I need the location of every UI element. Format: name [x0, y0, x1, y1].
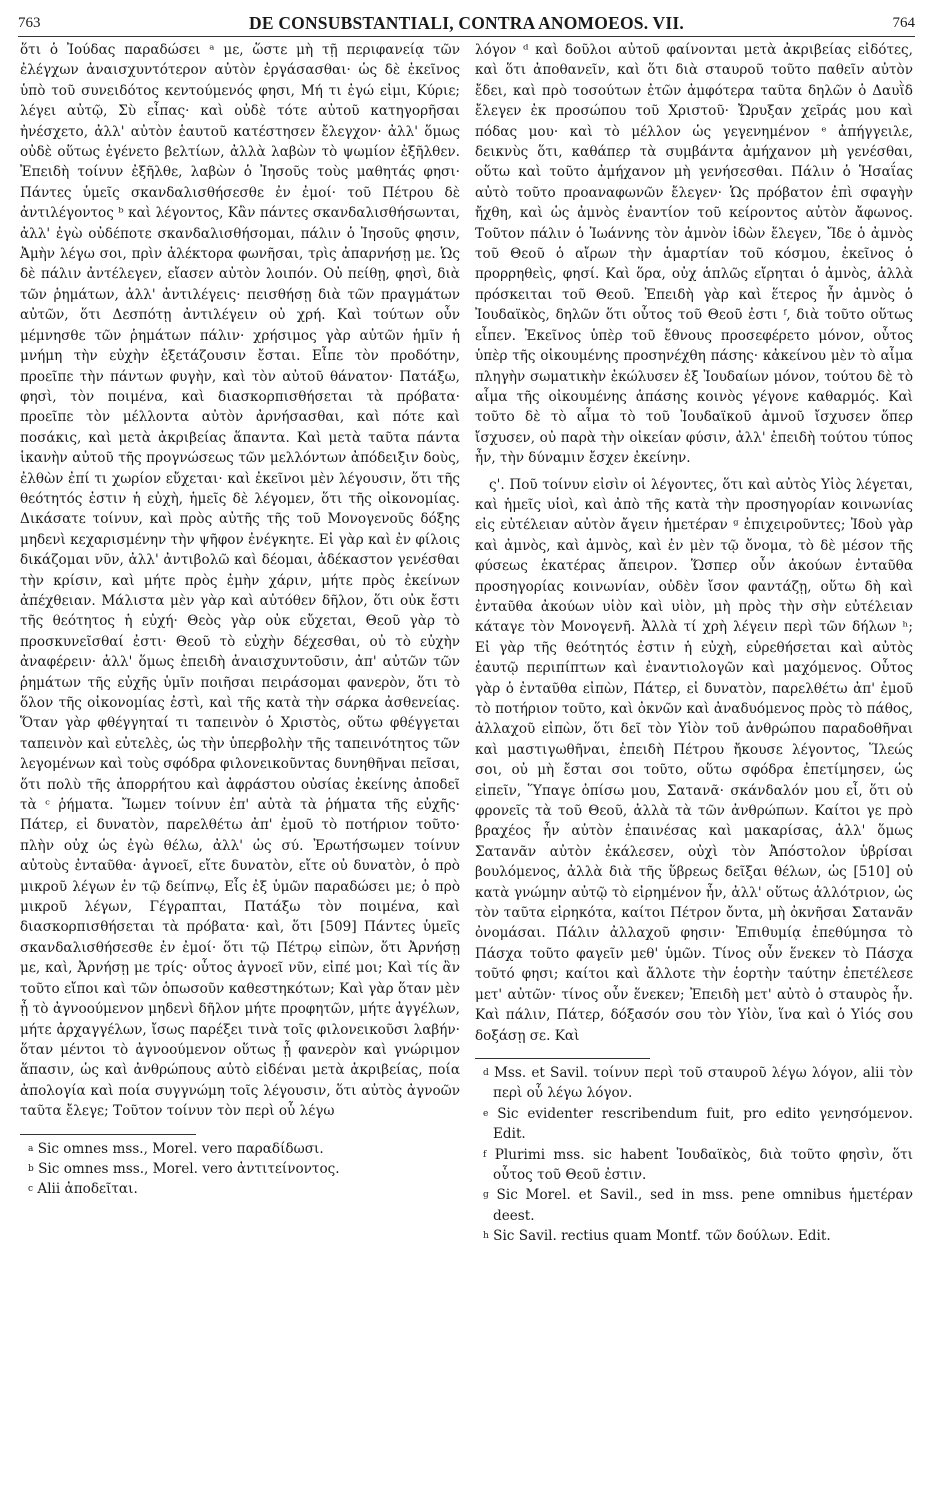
footnote-mark: b — [28, 1163, 34, 1174]
footnote-c — [20, 1179, 460, 1199]
footnote-text: Sic omnes mss., Morel. vero ἀντιτείνοντος. — [38, 1160, 340, 1177]
footnote-mark: e — [483, 1108, 489, 1119]
footnote-mark: c — [28, 1184, 34, 1195]
page-number-right: 764 — [892, 14, 915, 31]
footnote-text: Mss. et Savil. τοίνυν περὶ τοῦ σταυροῦ λέγω λόγον, alii τὸν περὶ οὗ λέγω λόγον. — [493, 1064, 913, 1102]
footnote-text: Sic Savil. rectius quam Montf. τῶν δούλων. Edit. — [493, 1228, 831, 1245]
footnote-h — [475, 1226, 913, 1246]
footnote-rule-left — [20, 1134, 196, 1135]
footnote-text: Plurimi mss. sic habent Ἰουδαϊκὸς, διὰ τοῦτο φησὶν, ὅτι οὗτος τοῦ Θεοῦ ἐστιν. — [493, 1146, 914, 1183]
right-column — [475, 40, 913, 1247]
footnote-text: Sic evidenter rescribendum fuit, pro edito γενησόμενον. Edit. — [493, 1105, 913, 1143]
left-column — [20, 40, 460, 1200]
left-paragraph-1: ὅτι ὁ Ἰούδας παραδώσει ᵃ με, ὥστε μὴ τῇ περιφανείᾳ τῶν ἐλέγχων ἀναισχυντότερον αὐτὸν ἐργάσασθαι· ὡς δὲ ἐκεῖνος ὑπὸ τοῦ συνειδότος κεντούμενός φησι, Μή τι ἐγώ εἰμι, Κύριε; λέγει αὐτῷ, Σὺ εἶπας· καὶ οὐδὲ τότε αὐτοῦ κατηγορῆσαι ἠνέσχετο, ἀλλ' αὐτὸν ἑαυτοῦ κατέστησεν ἔλεγχον· ἀλλ' ὅμως οὐδὲ οὕτως ἐγένετο βελτίων, ἀλλὰ λαβὼν τὸ ψωμίον ἐξῆλθεν. Ἐπειδὴ τοίνυν ἐξῆλθε, λαβὼν ὁ Ἰησοῦς τοὺς μαθητάς φησι· Πάντες ὑμεῖς σκανδαλισθήσεσθε ἐν ἐμοί· τοῦ Πέτρου δὲ ἀντιλέγοντος ᵇ καὶ λέγοντος, Κἂν πάντες σκανδαλισθήσωνται, ἀλλ' ἐγὼ οὐδέποτε σκανδαλισθήσομαι, πάλιν ὁ Ἰησοῦς φησιν, Ἀμὴν λέγω σοι, πρὶν ἀλέκτορα φωνῆσαι, τρὶς ἀπαρνήσῃ με. Ὡς δὲ πάλιν ἀντέλεγεν, εἴασεν αὐτὸν λοιπόν. Οὐ πείθῃ, φησὶ, διὰ τῶν ῥημάτων, ἀλλ' ἀντιλέγεις· πεισθήσῃ διὰ τῶν πραγμάτων αὐτῶν, ὅτι Δεσπότῃ ἀντιλέγειν οὐ χρή. Καὶ τούτων οὖν μέμνησθε τῶν ῥημάτων πάλιν· χρήσιμος γὰρ αὐτῶν ἡμῖν ἡ μνήμη τὴν εὐχὴν ἐξετάζουσιν ἔσται. Εἶπε τὸν προδότην, προεῖπε τὴν πάντων φυγὴν, καὶ τὸν αὐτοῦ θάνατον· Πατάξω, φησὶ, τὸν ποιμένα, καὶ διασκορπισθήσεται τὰ πρόβατα· προεῖπε τὸν μέλλοντα αὐτὸν ἀρνήσασθαι, καὶ πότε καὶ ποσάκις, καὶ μετὰ ἀκριβείας ἅπαντα. Καὶ μετὰ ταῦτα πάντα ἱκανὴν αὐτοῦ τῆς προγνώσεως τῶν μελλόντων ἀπόδειξιν δοὺς, ἐλθὼν ἐπί τι χωρίον εὔχεται· καὶ ἐκεῖνοι μὲν λέγουσιν, ὅτι τῆς θεότητός ἐστιν ἡ εὐχὴ, ἡμεῖς δὲ λέγομεν, ὅτι τῆς οἰκονομίας. Δικάσατε τοίνυν, καὶ πρὸς αὐτῆς τῆς τοῦ Μονογενοῦς δόξης μηδενὶ κεχαρισμένην τὴν ψῆφον ἐνέγκητε. Εἰ γὰρ καὶ ἐν φίλοις δικάζομαι νῦν, ἀλλ' ἀντιβολῶ καὶ δέομαι, ἀδέκαστον γενέσθαι τὴν κρίσιν, καὶ μήτε πρὸς ἐμὴν χάριν, μήτε πρὸς ἐκείνων ἀπέχθειαν. Μάλιστα μὲν γὰρ καὶ αὐτόθεν δῆλον, ὅτι οὐκ ἔστι τῆς θεότητος ἡ εὐχή· Θεὸς γὰρ οὐκ εὔχεται, Θεοῦ γὰρ τὸ προσκυνεῖσθαί ἐστι· Θεοῦ τὸ εὐχὴν δέχεσθαι, οὐ τὸ εὐχὴν ἀναφέρειν· ἀλλ' ὅμως ἐπειδὴ ἀναισχυντοῦσιν, ἀπ' αὐτῶν τῶν ῥημάτων τῆς εὐχῆς ὑμῖν ποιῆσαι πειράσομαι φανερὸν, ὅτι τὸ ὅλον τῆς οἰκονομίας ἐστὶ, καὶ τῆς κατὰ τὴν σάρκα ἀσθενείας. Ὅταν γὰρ φθέγγηταί τι ταπεινὸν ὁ Χριστὸς, οὕτω φθέγγεται ταπεινὸν καὶ εὐτελὲς, ὡς τὴν ὑπερβολὴν τῆς ταπεινότητος τῶν λεγομένων καὶ τοὺς σφόδρα φιλονεικοῦντας δυνηθῆναι πεῖσαι, ὅτι πολὺ τῆς ἀπορρήτου καὶ ἀφράστου οὐσίας ἐκείνης ἀποδεῖ τὰ ᶜ ῥήματα. Ἴωμεν τοίνυν ἐπ' αὐτὰ τὰ ῥήματα τῆς εὐχῆς· Πάτερ, εἰ δυνατὸν, παρελθέτω ἀπ' ἐμοῦ τὸ ποτήριον τοῦτο· πλὴν οὐχ ὡς ἐγὼ θέλω, ἀλλ' ὡς σύ. Ἐρωτήσωμεν τοίνυν αὐτοὺς ἐνταῦθα· ἀγνοεῖ, εἴτε δυνατὸν, εἴτε οὐ δυνατὸν, ὁ πρὸ μικροῦ λέγων ἐν τῷ δείπνῳ, Εἷς ἐξ ὑμῶν παραδώσει με; ὁ πρὸ μικροῦ λέγων, Γέγραπται, Πατάξω τὸν ποιμένα, καὶ διασκορπισθήσεται τὰ πρόβατα· καὶ, ὅτι [509] Πάντες ὑμεῖς σκανδαλισθήσεσθε ἐν ἐμοί· ὅτι τῷ Πέτρῳ εἰπὼν, ὅτι Ἀρνήσῃ με, καὶ, Ἀρνήσῃ με τρίς· οὗτος ἀγνοεῖ νῦν, εἰπέ μοι; Καὶ τίς ἂν τοῦτο εἴποι καὶ τῶν ὁπωσοῦν καθεστηκότων; Καὶ γὰρ ὅταν μὲν ᾖ τὸ ἀγνοούμενον μηδενὶ δῆλον μήτε προφητῶν, μήτε ἀγγέλων, μήτε ἀρχαγγέλων, ἴσως παρέξει τινὰ τοῖς φιλονεικοῦσι λαβήν· ὅταν μέντοι τὸ ἀγνοούμενον οὕτως ᾖ φανερὸν καὶ γνώριμον ἅπασιν, ὡς καὶ ἀνθρώπους αὐτὸ εἰδέναι μετὰ ἀκριβείας, ποία ἀπολογία καὶ ποία συγγνώμη τοῖς λέγουσιν, ὅτι αὐτὸς ἀγνοῶν ταῦτα ἔλεγε; Τοῦτον τοίνυν τὸν περὶ οὗ λέγω — [20, 42, 460, 1120]
footnote-a — [20, 1139, 460, 1159]
footnote-text: Sic omnes mss., Morel. vero παραδίδωσι. — [37, 1140, 324, 1157]
footnote-mark: f — [483, 1149, 487, 1160]
footnote-text: Alii ἀποδεῖται. — [37, 1181, 138, 1198]
footnote-b — [20, 1159, 460, 1179]
footnote-g — [475, 1185, 913, 1226]
right-paragraph-2: ς'. Ποῦ τοίνυν εἰσὶν οἱ λέγοντες, ὅτι καὶ αὐτὸς Υἱὸς λέγεται, καὶ ἡμεῖς υἱοὶ, καὶ ἀπὸ τῆς κατὰ τὴν προσηγορίαν κοινωνίας εἰς εὐτέλειαν αὐτὸν ἄγειν ἡμετέραν ᵍ ἐπιχειροῦντες; Ἰδοὺ γὰρ καὶ ἀμνὸς, καὶ ἀμνὸς, καὶ ἐν μὲν τῷ ὄνομα, τὸ δὲ μέσον τῆς φύσεως ἑκατέρας ἄπειρον. Ὥσπερ οὖν ἀκούων ἐνταῦθα προσηγορίας κοινωνίαν, οὐδὲν ἴσον φαντάζῃ, οὕτω δὴ καὶ ἐνταῦθα ἀκούων υἱὸν καὶ υἱὸν, μὴ πρὸς τὴν σὴν εὐτέλειαν κάταγε τὸν Μονογενῆ. Ἀλλὰ τί χρὴ λέγειν περὶ τῶν δήλων ʰ; Εἰ γὰρ τῆς θεότητός ἐστιν ἡ εὐχὴ, εὑρεθήσεται καὶ αὐτὸς ἑαυτῷ περιπίπτων καὶ ἐναντιολογῶν καὶ μαχόμενος. Οὗτος γὰρ ὁ ἐνταῦθα εἰπὼν, Πάτερ, εἰ δυνατὸν, παρελθέτω ἀπ' ἐμοῦ τὸ ποτήριον τοῦτο, καὶ ὀκνῶν καὶ ἀναδυόμενος πρὸς τὸ πάθος, ἀλλαχοῦ εἰπὼν, ὅτι δεῖ τὸν Υἱὸν τοῦ ἀνθρώπου παραδοθῆναι καὶ μαστιγωθῆναι, ἐπειδὴ Πέτρου ἤκουσε λέγοντος, Ἵλεώς σοι, οὐ μὴ ἔσται σοι τοῦτο, οὕτω σφόδρα ἐπετίμησεν, ὡς εἰπεῖν, Ὕπαγε ὀπίσω μου, Σατανᾶ· σκάνδαλόν μου εἶ, ὅτι οὐ φρονεῖς τὰ τοῦ Θεοῦ, ἀλλὰ τὰ τῶν ἀνθρώπων. Καίτοι γε πρὸ βραχέος ἦν αὐτὸν ἐπαινέσας καὶ μακαρίσας, ἀλλ' ὅμως Σατανᾶν αὐτὸν ἐκάλεσεν, οὐχὶ τὸν Ἀπόστολον ὑβρίσαι βουλόμενος, ἀλλὰ διὰ τῆς ὕβρεως δεῖξαι θέλων, ὡς [510] οὐ κατὰ γνώμην αὐτῷ τὸ εἰρημένον ἦν, ἀλλ' οὕτως ἀλλότριον, ὡς τὸν ταῦτα εἰρηκότα, καίτοι Πέτρον ὄντα, μὴ ὀκνῆσαι Σατανᾶν ὀνομάσαι. Πάλιν ἀλλαχοῦ φησιν· Ἐπιθυμίᾳ ἐπεθύμησα τὸ Πάσχα τοῦτο φαγεῖν μεθ' ὑμῶν. Τίνος οὖν ἕνεκεν τὸ Πάσχα τοῦτό φησι; καίτοι καὶ ἄλλοτε τὴν ἑορτὴν ταύτην ἐπετέλεσε μετ' αὐτῶν· τίνος οὖν ἕνεκεν; Ἐπειδὴ μετ' αὐτὸ ὁ σταυρὸς ἦν. Καὶ πάλιν, Πάτερ, δόξασόν σου τὸν Υἱὸν, ἵνα καὶ ὁ Υἱός σου δοξάσῃ σε. Καὶ — [475, 476, 913, 1044]
footnote-f — [475, 1145, 913, 1186]
page-number-left: 763 — [18, 14, 41, 31]
running-title: DE CONSUBSTANTIALI, CONTRA ANOMOEOS. VII. — [249, 12, 684, 33]
footnote-mark: d — [483, 1067, 489, 1078]
footnote-mark: a — [28, 1143, 34, 1154]
footnote-e — [475, 1104, 913, 1145]
footnote-rule-right — [475, 1058, 650, 1059]
running-header — [18, 10, 915, 37]
footnote-mark: g — [483, 1190, 489, 1201]
footnote-text: Sic Morel. et Savil., sed in mss. pene omnibus ἡμετέραν deest. — [493, 1187, 913, 1224]
footnote-d — [475, 1063, 913, 1104]
footnote-mark: h — [483, 1231, 489, 1242]
right-paragraph-1: λόγον ᵈ καὶ δοῦλοι αὐτοῦ φαίνονται μετὰ ἀκριβείας εἰδότες, καὶ ὅτι ἀποθανεῖν, καὶ ὅτι διὰ σταυροῦ τοῦτο παθεῖν αὐτὸν ἔδει, καὶ πρὸ τοσούτων ἐτῶν ἀμφότερα ταῦτα δηλῶν ὁ Δαυῒδ ἔλεγεν ἐκ προσώπου τοῦ Χριστοῦ· Ὤρυξαν χεῖράς μου καὶ πόδας μου· καὶ τὸ μέλλον ὡς γεγενημένον ᵉ ἀπήγγειλε, δεικνὺς ὅτι, καθάπερ τὰ συμβάντα ἀμήχανον μὴ γενέσθαι, οὕτω καὶ τοῦτο ἀμήχανον μὴ γενήσεσθαι. Πάλιν ὁ Ἡσαΐας αὐτὸ τοῦτο προαναφωνῶν ἔλεγεν· Ὡς πρόβατον ἐπὶ σφαγὴν ἤχθη, καὶ ὡς ἀμνὸς ἐναντίον τοῦ κείροντος αὐτὸν ἄφωνος. Τοῦτον πάλιν ὁ Ἰωάννης τὸν ἀμνὸν ἰδὼν ἔλεγεν, Ἴδε ὁ ἀμνὸς τοῦ Θεοῦ ὁ αἴρων τὴν ἁμαρτίαν τοῦ κόσμου, ἐκεῖνος ὁ προρρηθεὶς, φησί. Καὶ ὅρα, οὐχ ἁπλῶς εἴρηται ὁ ἀμνὸς, ἀλλὰ πρόσκειται τοῦ Θεοῦ. Ἐπειδὴ γὰρ καὶ ἕτερος ἦν ἀμνὸς ὁ Ἰουδαϊκὸς, δηλῶν ὅτι οὗτος τοῦ Θεοῦ ἐστι ᶠ, διὰ τοῦτο οὕτως εἶπεν. Ἐκεῖνος ὑπὲρ τοῦ ἔθνους προσεφέρετο μόνον, οὗτος ὑπὲρ τῆς οἰκουμένης προσηνέχθη πάσης· κἀκείνου μὲν τὸ αἷμα πληγὴν σωματικὴν ἐκώλυσεν ἐξ Ἰουδαίων μόνον, τούτου δὲ τὸ αἷμα τῆς οἰκουμένης ἁπάσης κοινὸς γέγονε καθαρμός. Καὶ τοῦτο δὲ τὸ αἷμα τὸ τοῦ Ἰουδαϊκοῦ ἀμνοῦ ἴσχυσεν ὅπερ ἴσχυσεν, οὐ παρὰ τὴν οἰκείαν φύσιν, ἀλλ' ἐπειδὴ τούτου τύπος ἦν, τὴν δύναμιν ἔσχεν ἐκείνην. — [475, 42, 913, 467]
